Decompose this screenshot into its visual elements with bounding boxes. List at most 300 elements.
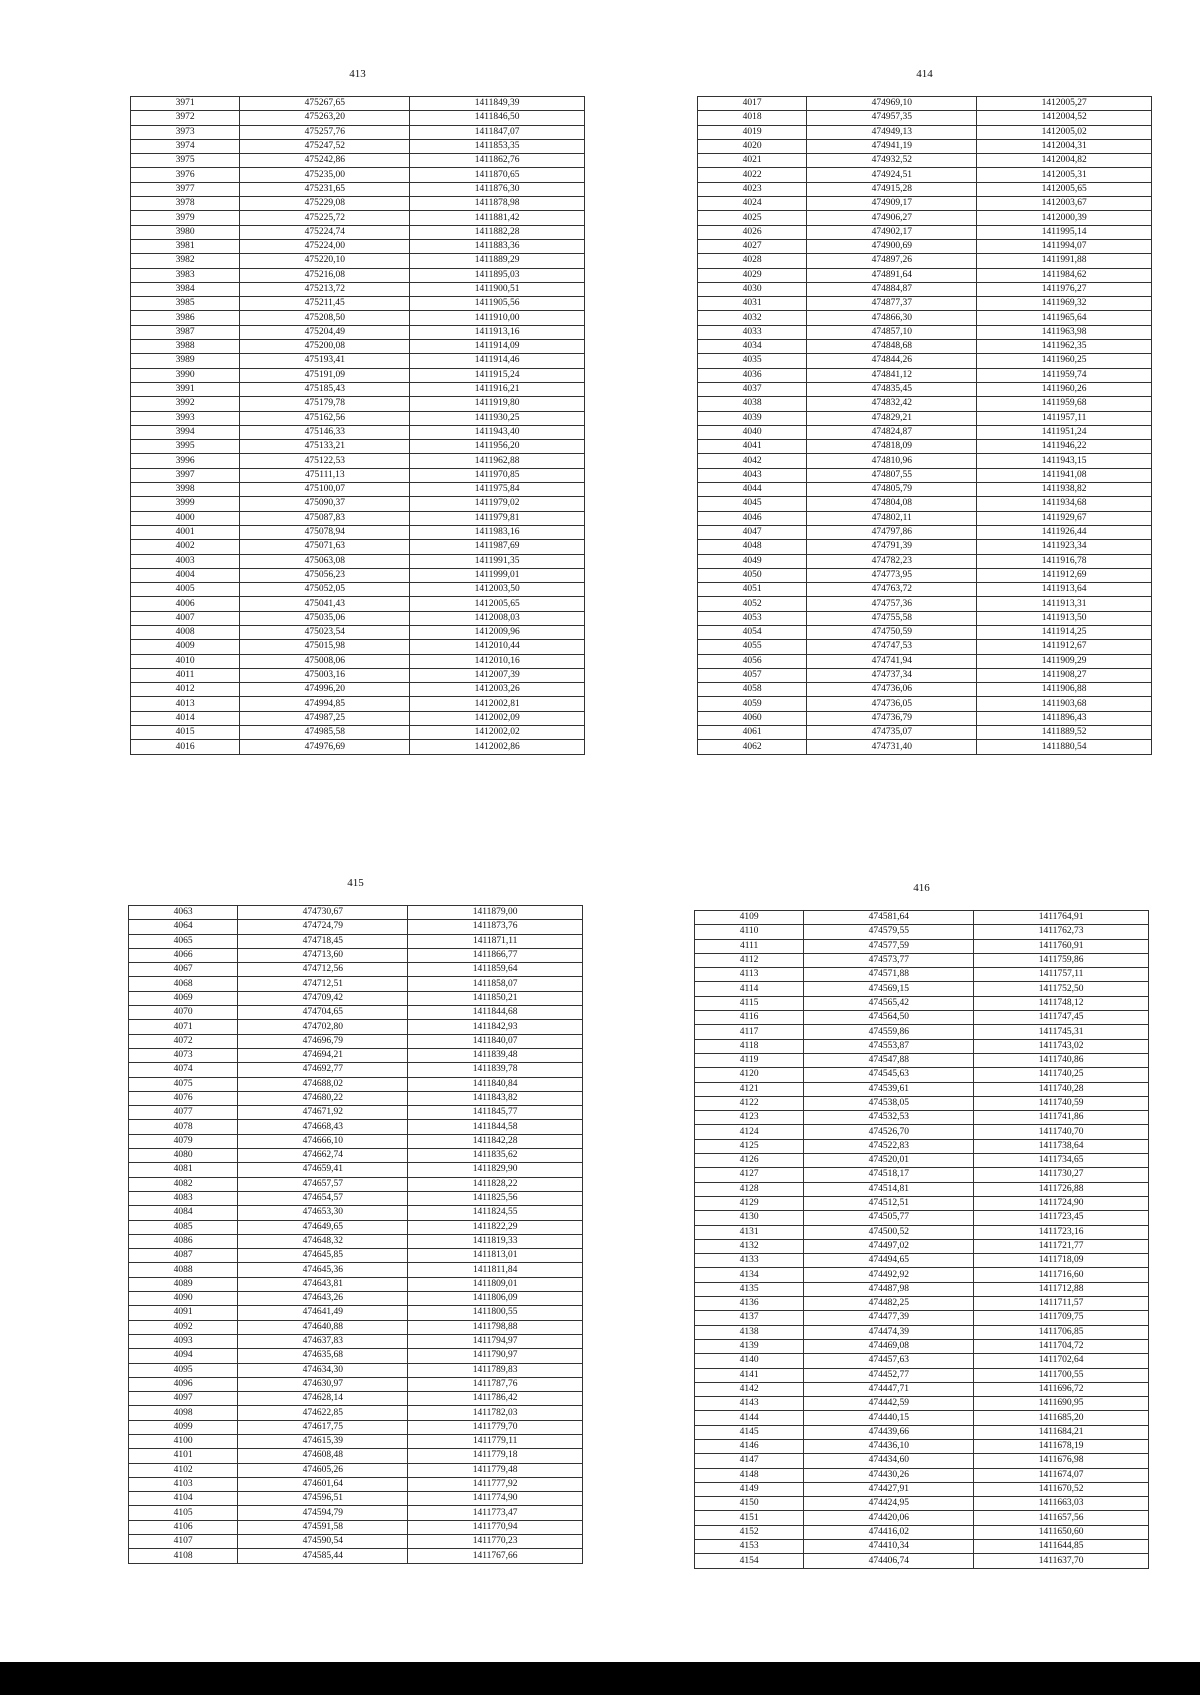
table-row xyxy=(695,1411,1149,1425)
point-number-cell: 4018 xyxy=(698,111,807,125)
point-number-cell: 4003 xyxy=(131,554,240,568)
table-row xyxy=(129,1392,583,1406)
x-coordinate-cell: 474608,48 xyxy=(238,1449,408,1463)
table-row xyxy=(698,368,1152,382)
point-number-cell: 4013 xyxy=(131,697,240,711)
y-coordinate-cell: 1411916,21 xyxy=(410,382,585,396)
point-number-cell: 3976 xyxy=(131,168,240,182)
x-coordinate-cell: 474891,64 xyxy=(807,268,977,282)
point-number-cell: 3980 xyxy=(131,225,240,239)
point-number-cell: 4150 xyxy=(695,1497,804,1511)
coordinate-table xyxy=(694,910,1149,1569)
x-coordinate-cell: 475191,09 xyxy=(240,368,410,382)
y-coordinate-cell: 1411842,93 xyxy=(408,1020,583,1034)
point-number-cell: 4011 xyxy=(131,668,240,682)
y-coordinate-cell: 1411829,90 xyxy=(408,1163,583,1177)
point-number-cell: 4054 xyxy=(698,625,807,639)
y-coordinate-cell: 1411767,66 xyxy=(408,1549,583,1563)
x-coordinate-cell: 474601,64 xyxy=(238,1477,408,1491)
table-row xyxy=(131,740,585,754)
y-coordinate-cell: 1411909,29 xyxy=(977,654,1152,668)
y-coordinate-cell: 1411889,52 xyxy=(977,726,1152,740)
x-coordinate-cell: 474884,87 xyxy=(807,282,977,296)
y-coordinate-cell: 1411704,72 xyxy=(974,1339,1149,1353)
table-row xyxy=(131,154,585,168)
x-coordinate-cell: 475242,86 xyxy=(240,154,410,168)
y-coordinate-cell: 1411912,67 xyxy=(977,640,1152,654)
y-coordinate-cell: 1411752,50 xyxy=(974,982,1149,996)
point-number-cell: 4088 xyxy=(129,1263,238,1277)
table-row xyxy=(698,97,1152,111)
table-row xyxy=(131,340,585,354)
x-coordinate-cell: 475087,83 xyxy=(240,511,410,525)
table-row xyxy=(695,1211,1149,1225)
x-coordinate-cell: 475133,21 xyxy=(240,440,410,454)
table-row xyxy=(695,1168,1149,1182)
table-row xyxy=(698,297,1152,311)
x-coordinate-cell: 474547,88 xyxy=(804,1053,974,1067)
point-number-cell: 4102 xyxy=(129,1463,238,1477)
x-coordinate-cell: 474436,10 xyxy=(804,1439,974,1453)
table-row xyxy=(129,1163,583,1177)
x-coordinate-cell: 475162,56 xyxy=(240,411,410,425)
table-row xyxy=(695,939,1149,953)
y-coordinate-cell: 1411839,48 xyxy=(408,1048,583,1062)
x-coordinate-cell: 474434,60 xyxy=(804,1454,974,1468)
table-row xyxy=(698,497,1152,511)
x-coordinate-cell: 474747,53 xyxy=(807,640,977,654)
point-number-cell: 4136 xyxy=(695,1297,804,1311)
x-coordinate-cell: 474653,30 xyxy=(238,1206,408,1220)
point-number-cell: 4138 xyxy=(695,1325,804,1339)
x-coordinate-cell: 474617,75 xyxy=(238,1420,408,1434)
y-coordinate-cell: 1411822,29 xyxy=(408,1220,583,1234)
point-number-cell: 4114 xyxy=(695,982,804,996)
point-number-cell: 4068 xyxy=(129,977,238,991)
x-coordinate-cell: 474645,85 xyxy=(238,1249,408,1263)
x-coordinate-cell: 474666,10 xyxy=(238,1134,408,1148)
y-coordinate-cell: 1411779,70 xyxy=(408,1420,583,1434)
table-row xyxy=(131,197,585,211)
y-coordinate-cell: 1411644,85 xyxy=(974,1540,1149,1554)
table-row xyxy=(698,325,1152,339)
y-coordinate-cell: 1411979,02 xyxy=(410,497,585,511)
y-coordinate-cell: 1412010,44 xyxy=(410,640,585,654)
point-number-cell: 4075 xyxy=(129,1077,238,1091)
table-row xyxy=(698,397,1152,411)
table-row xyxy=(131,425,585,439)
y-coordinate-cell: 1412005,65 xyxy=(410,597,585,611)
point-number-cell: 3998 xyxy=(131,483,240,497)
table-row xyxy=(698,311,1152,325)
point-number-cell: 4120 xyxy=(695,1068,804,1082)
x-coordinate-cell: 474591,58 xyxy=(238,1520,408,1534)
x-coordinate-cell: 474615,39 xyxy=(238,1434,408,1448)
table-row xyxy=(129,1177,583,1191)
table-row xyxy=(698,425,1152,439)
y-coordinate-cell: 1411979,81 xyxy=(410,511,585,525)
x-coordinate-cell: 474848,68 xyxy=(807,340,977,354)
x-coordinate-cell: 474906,27 xyxy=(807,211,977,225)
x-coordinate-cell: 474818,09 xyxy=(807,440,977,454)
x-coordinate-cell: 474659,41 xyxy=(238,1163,408,1177)
point-number-cell: 4121 xyxy=(695,1082,804,1096)
x-coordinate-cell: 474702,80 xyxy=(238,1020,408,1034)
point-number-cell: 4100 xyxy=(129,1434,238,1448)
x-coordinate-cell: 474662,74 xyxy=(238,1149,408,1163)
coordinate-table xyxy=(128,905,583,1564)
point-number-cell: 4056 xyxy=(698,654,807,668)
x-coordinate-cell: 474841,12 xyxy=(807,368,977,382)
point-number-cell: 4090 xyxy=(129,1292,238,1306)
x-coordinate-cell: 474810,96 xyxy=(807,454,977,468)
y-coordinate-cell: 1411881,42 xyxy=(410,211,585,225)
x-coordinate-cell: 474505,77 xyxy=(804,1211,974,1225)
y-coordinate-cell: 1411790,97 xyxy=(408,1349,583,1363)
y-coordinate-cell: 1411787,76 xyxy=(408,1377,583,1391)
point-number-cell: 4078 xyxy=(129,1120,238,1134)
point-number-cell: 4062 xyxy=(698,740,807,754)
table-row xyxy=(698,697,1152,711)
x-coordinate-cell: 474457,63 xyxy=(804,1354,974,1368)
x-coordinate-cell: 474447,71 xyxy=(804,1382,974,1396)
point-number-cell: 4044 xyxy=(698,483,807,497)
x-coordinate-cell: 475111,13 xyxy=(240,468,410,482)
y-coordinate-cell: 1411650,60 xyxy=(974,1525,1149,1539)
table-row xyxy=(695,1554,1149,1568)
table-row xyxy=(695,1497,1149,1511)
table-row xyxy=(698,354,1152,368)
table-row xyxy=(698,254,1152,268)
x-coordinate-cell: 475008,06 xyxy=(240,654,410,668)
table-row xyxy=(131,239,585,253)
table-row xyxy=(131,297,585,311)
table-row xyxy=(695,1268,1149,1282)
table-row xyxy=(698,568,1152,582)
point-number-cell: 4129 xyxy=(695,1196,804,1210)
point-number-cell: 3984 xyxy=(131,282,240,296)
table-row xyxy=(695,1239,1149,1253)
y-coordinate-cell: 1411745,31 xyxy=(974,1025,1149,1039)
point-number-cell: 3981 xyxy=(131,239,240,253)
x-coordinate-cell: 474985,58 xyxy=(240,726,410,740)
x-coordinate-cell: 474797,86 xyxy=(807,525,977,539)
y-coordinate-cell: 1411800,55 xyxy=(408,1306,583,1320)
table-row xyxy=(695,982,1149,996)
point-number-cell: 4029 xyxy=(698,268,807,282)
table-row xyxy=(698,468,1152,482)
point-number-cell: 4081 xyxy=(129,1163,238,1177)
y-coordinate-cell: 1411912,69 xyxy=(977,568,1152,582)
x-coordinate-cell: 475200,08 xyxy=(240,340,410,354)
x-coordinate-cell: 474649,65 xyxy=(238,1220,408,1234)
x-coordinate-cell: 474694,21 xyxy=(238,1048,408,1062)
y-coordinate-cell: 1411844,58 xyxy=(408,1120,583,1134)
y-coordinate-cell: 1412010,16 xyxy=(410,654,585,668)
y-coordinate-cell: 1411794,97 xyxy=(408,1334,583,1348)
x-coordinate-cell: 475023,54 xyxy=(240,625,410,639)
x-coordinate-cell: 474569,15 xyxy=(804,982,974,996)
y-coordinate-cell: 1411806,09 xyxy=(408,1292,583,1306)
y-coordinate-cell: 1411819,33 xyxy=(408,1234,583,1248)
point-number-cell: 4128 xyxy=(695,1182,804,1196)
table-row xyxy=(698,168,1152,182)
point-number-cell: 4050 xyxy=(698,568,807,582)
point-number-cell: 4021 xyxy=(698,154,807,168)
y-coordinate-cell: 1411723,16 xyxy=(974,1225,1149,1239)
y-coordinate-cell: 1411840,84 xyxy=(408,1077,583,1091)
x-coordinate-cell: 474590,54 xyxy=(238,1535,408,1549)
point-number-cell: 4052 xyxy=(698,597,807,611)
table-row xyxy=(131,411,585,425)
table-row xyxy=(129,1535,583,1549)
x-coordinate-cell: 474782,23 xyxy=(807,554,977,568)
point-number-cell: 4004 xyxy=(131,568,240,582)
y-coordinate-cell: 1412005,27 xyxy=(977,97,1152,111)
point-number-cell: 3973 xyxy=(131,125,240,139)
x-coordinate-cell: 474712,51 xyxy=(238,977,408,991)
table-row xyxy=(129,1277,583,1291)
y-coordinate-cell: 1411740,25 xyxy=(974,1068,1149,1082)
y-coordinate-cell: 1411849,39 xyxy=(410,97,585,111)
point-number-cell: 4077 xyxy=(129,1106,238,1120)
point-number-cell: 4151 xyxy=(695,1511,804,1525)
y-coordinate-cell: 1411914,25 xyxy=(977,625,1152,639)
y-coordinate-cell: 1411916,78 xyxy=(977,554,1152,568)
y-coordinate-cell: 1411760,91 xyxy=(974,939,1149,953)
x-coordinate-cell: 475056,23 xyxy=(240,568,410,582)
point-number-cell: 4051 xyxy=(698,583,807,597)
table-row xyxy=(695,1254,1149,1268)
table-row xyxy=(695,1025,1149,1039)
point-number-cell: 4042 xyxy=(698,454,807,468)
table-row xyxy=(695,1053,1149,1067)
point-number-cell: 4014 xyxy=(131,711,240,725)
y-coordinate-cell: 1411984,62 xyxy=(977,268,1152,282)
x-coordinate-cell: 474692,77 xyxy=(238,1063,408,1077)
table-row xyxy=(129,1234,583,1248)
x-coordinate-cell: 474668,43 xyxy=(238,1120,408,1134)
point-number-cell: 4023 xyxy=(698,182,807,196)
table-row xyxy=(129,1149,583,1163)
x-coordinate-cell: 474763,72 xyxy=(807,583,977,597)
table-row xyxy=(131,711,585,725)
y-coordinate-cell: 1411862,76 xyxy=(410,154,585,168)
y-coordinate-cell: 1411991,35 xyxy=(410,554,585,568)
y-coordinate-cell: 1411777,92 xyxy=(408,1477,583,1491)
x-coordinate-cell: 474439,66 xyxy=(804,1425,974,1439)
y-coordinate-cell: 1411779,48 xyxy=(408,1463,583,1477)
x-coordinate-cell: 474564,50 xyxy=(804,1011,974,1025)
x-coordinate-cell: 474671,92 xyxy=(238,1106,408,1120)
y-coordinate-cell: 1411963,98 xyxy=(977,325,1152,339)
point-number-cell: 3985 xyxy=(131,297,240,311)
point-number-cell: 4118 xyxy=(695,1039,804,1053)
point-number-cell: 4072 xyxy=(129,1034,238,1048)
x-coordinate-cell: 474406,74 xyxy=(804,1554,974,1568)
x-coordinate-cell: 474730,67 xyxy=(238,906,408,920)
x-coordinate-cell: 475063,08 xyxy=(240,554,410,568)
y-coordinate-cell: 1412005,31 xyxy=(977,168,1152,182)
x-coordinate-cell: 474545,63 xyxy=(804,1068,974,1082)
point-number-cell: 4067 xyxy=(129,963,238,977)
table-row xyxy=(129,1263,583,1277)
point-number-cell: 4060 xyxy=(698,711,807,725)
x-coordinate-cell: 475204,49 xyxy=(240,325,410,339)
point-number-cell: 4082 xyxy=(129,1177,238,1191)
x-coordinate-cell: 474640,88 xyxy=(238,1320,408,1334)
x-coordinate-cell: 474581,64 xyxy=(804,911,974,925)
table-row xyxy=(131,225,585,239)
y-coordinate-cell: 1411943,40 xyxy=(410,425,585,439)
x-coordinate-cell: 475185,43 xyxy=(240,382,410,396)
y-coordinate-cell: 1411970,85 xyxy=(410,468,585,482)
x-coordinate-cell: 474915,28 xyxy=(807,182,977,196)
table-row xyxy=(695,1096,1149,1110)
y-coordinate-cell: 1411747,45 xyxy=(974,1011,1149,1025)
x-coordinate-cell: 474737,34 xyxy=(807,668,977,682)
x-coordinate-cell: 475235,00 xyxy=(240,168,410,182)
table-row xyxy=(129,1463,583,1477)
table-row xyxy=(129,1549,583,1563)
x-coordinate-cell: 474654,57 xyxy=(238,1191,408,1205)
y-coordinate-cell: 1411889,29 xyxy=(410,254,585,268)
table-row xyxy=(131,468,585,482)
table-row xyxy=(129,1077,583,1091)
x-coordinate-cell: 474802,11 xyxy=(807,511,977,525)
y-coordinate-cell: 1411842,28 xyxy=(408,1134,583,1148)
point-number-cell: 4139 xyxy=(695,1339,804,1353)
point-number-cell: 4069 xyxy=(129,991,238,1005)
table-row xyxy=(695,1154,1149,1168)
table-row xyxy=(698,540,1152,554)
x-coordinate-cell: 474807,55 xyxy=(807,468,977,482)
point-number-cell: 4039 xyxy=(698,411,807,425)
table-row xyxy=(131,354,585,368)
y-coordinate-cell: 1411809,01 xyxy=(408,1277,583,1291)
table-row xyxy=(695,1182,1149,1196)
x-coordinate-cell: 474829,21 xyxy=(807,411,977,425)
x-coordinate-cell: 474835,45 xyxy=(807,382,977,396)
point-number-cell: 4104 xyxy=(129,1492,238,1506)
x-coordinate-cell: 474696,79 xyxy=(238,1034,408,1048)
y-coordinate-cell: 1411764,91 xyxy=(974,911,1149,925)
point-number-cell: 4053 xyxy=(698,611,807,625)
table-row xyxy=(129,1420,583,1434)
y-coordinate-cell: 1411846,50 xyxy=(410,111,585,125)
y-coordinate-cell: 1411825,56 xyxy=(408,1191,583,1205)
table-row xyxy=(695,1082,1149,1096)
y-coordinate-cell: 1412007,39 xyxy=(410,668,585,682)
point-number-cell: 4107 xyxy=(129,1535,238,1549)
y-coordinate-cell: 1412004,31 xyxy=(977,139,1152,153)
y-coordinate-cell: 1412002,81 xyxy=(410,697,585,711)
table-row xyxy=(129,1477,583,1491)
table-row xyxy=(131,168,585,182)
y-coordinate-cell: 1411702,64 xyxy=(974,1354,1149,1368)
point-number-cell: 4144 xyxy=(695,1411,804,1425)
x-coordinate-cell: 475257,76 xyxy=(240,125,410,139)
x-coordinate-cell: 475263,20 xyxy=(240,111,410,125)
point-number-cell: 4065 xyxy=(129,934,238,948)
table-row xyxy=(698,111,1152,125)
table-row xyxy=(131,282,585,296)
table-row xyxy=(129,1349,583,1363)
table-row xyxy=(698,583,1152,597)
page-number: 413 xyxy=(349,68,366,80)
point-number-cell: 4098 xyxy=(129,1406,238,1420)
x-coordinate-cell: 474594,79 xyxy=(238,1506,408,1520)
table-row xyxy=(129,1191,583,1205)
table-row xyxy=(698,268,1152,282)
y-coordinate-cell: 1411734,65 xyxy=(974,1154,1149,1168)
point-number-cell: 4076 xyxy=(129,1091,238,1105)
x-coordinate-cell: 475122,53 xyxy=(240,454,410,468)
point-number-cell: 3987 xyxy=(131,325,240,339)
table-row xyxy=(131,440,585,454)
y-coordinate-cell: 1411913,16 xyxy=(410,325,585,339)
point-number-cell: 4071 xyxy=(129,1020,238,1034)
y-coordinate-cell: 1411712,88 xyxy=(974,1282,1149,1296)
point-number-cell: 4142 xyxy=(695,1382,804,1396)
point-number-cell: 4066 xyxy=(129,948,238,962)
x-coordinate-cell: 474492,92 xyxy=(804,1268,974,1282)
x-coordinate-cell: 475224,74 xyxy=(240,225,410,239)
table-row xyxy=(695,1196,1149,1210)
x-coordinate-cell: 475213,72 xyxy=(240,282,410,296)
point-number-cell: 4117 xyxy=(695,1025,804,1039)
y-coordinate-cell: 1411883,36 xyxy=(410,239,585,253)
x-coordinate-cell: 474628,14 xyxy=(238,1392,408,1406)
table-row xyxy=(131,483,585,497)
table-row xyxy=(131,368,585,382)
y-coordinate-cell: 1411914,46 xyxy=(410,354,585,368)
y-coordinate-cell: 1411915,24 xyxy=(410,368,585,382)
table-row xyxy=(695,1397,1149,1411)
y-coordinate-cell: 1411934,68 xyxy=(977,497,1152,511)
point-number-cell: 4012 xyxy=(131,683,240,697)
point-number-cell: 4017 xyxy=(698,97,807,111)
point-number-cell: 4022 xyxy=(698,168,807,182)
point-number-cell: 4141 xyxy=(695,1368,804,1382)
x-coordinate-cell: 475225,72 xyxy=(240,211,410,225)
page-number: 415 xyxy=(347,877,364,889)
table-row xyxy=(695,1482,1149,1496)
point-number-cell: 4024 xyxy=(698,197,807,211)
point-number-cell: 4016 xyxy=(131,740,240,754)
y-coordinate-cell: 1411943,15 xyxy=(977,454,1152,468)
y-coordinate-cell: 1411946,22 xyxy=(977,440,1152,454)
x-coordinate-cell: 475224,00 xyxy=(240,239,410,253)
y-coordinate-cell: 1411913,50 xyxy=(977,611,1152,625)
point-number-cell: 4149 xyxy=(695,1482,804,1496)
x-coordinate-cell: 474573,77 xyxy=(804,953,974,967)
x-coordinate-cell: 474741,94 xyxy=(807,654,977,668)
y-coordinate-cell: 1411824,55 xyxy=(408,1206,583,1220)
point-number-cell: 3994 xyxy=(131,425,240,439)
point-number-cell: 4137 xyxy=(695,1311,804,1325)
table-row xyxy=(129,1306,583,1320)
point-number-cell: 4094 xyxy=(129,1349,238,1363)
point-number-cell: 3974 xyxy=(131,139,240,153)
x-coordinate-cell: 474731,40 xyxy=(807,740,977,754)
point-number-cell: 3996 xyxy=(131,454,240,468)
point-number-cell: 4122 xyxy=(695,1096,804,1110)
table-row xyxy=(129,1048,583,1062)
x-coordinate-cell: 474416,02 xyxy=(804,1525,974,1539)
x-coordinate-cell: 474630,97 xyxy=(238,1377,408,1391)
point-number-cell: 4133 xyxy=(695,1254,804,1268)
